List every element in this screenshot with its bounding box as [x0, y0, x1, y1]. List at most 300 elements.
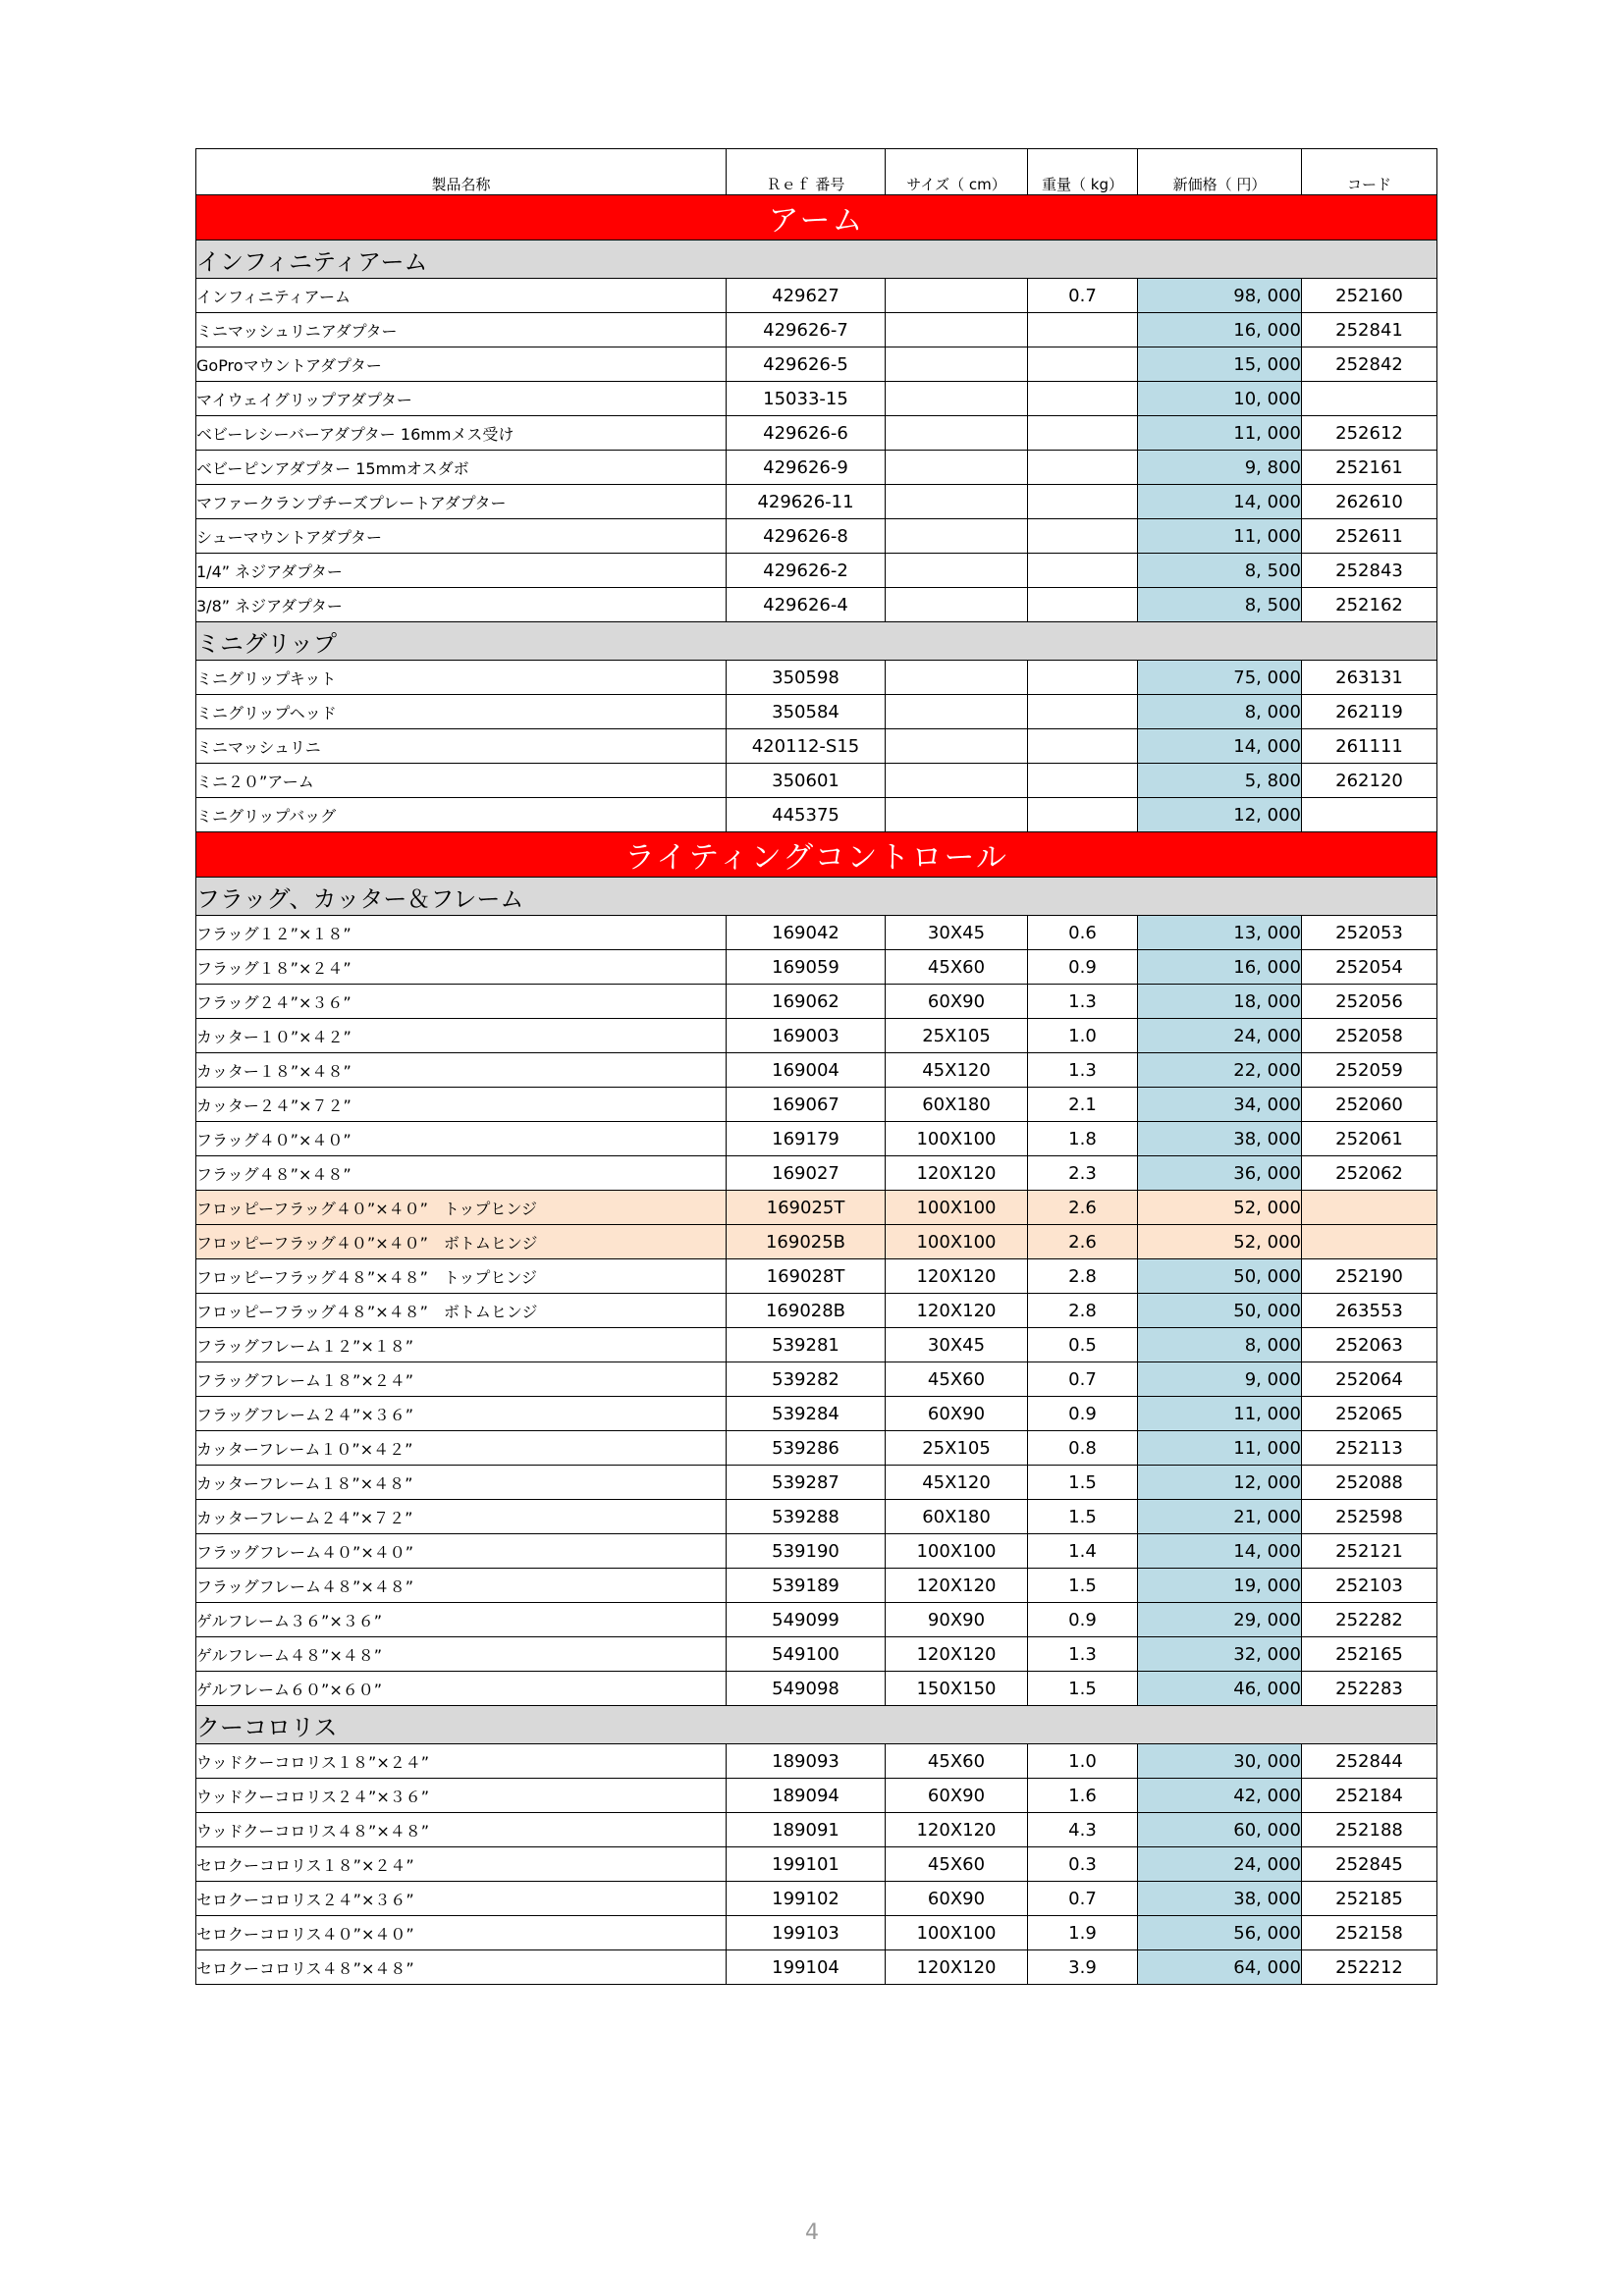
cell-ref: 539287 [727, 1466, 886, 1500]
cell-price: 56, 000 [1138, 1916, 1302, 1950]
cell-price: 24, 000 [1138, 1847, 1302, 1882]
cell-size: 45X120 [886, 1466, 1028, 1500]
cell-weight: 2.3 [1028, 1156, 1138, 1191]
table-row [196, 1294, 1437, 1328]
cell-code: 252062 [1302, 1156, 1437, 1191]
table-row [196, 695, 1437, 729]
cell-price: 10, 000 [1138, 382, 1302, 416]
cell-code: 252064 [1302, 1362, 1437, 1397]
cell-size: 25X105 [886, 1431, 1028, 1466]
table-row [196, 416, 1437, 451]
cell-size [886, 347, 1028, 382]
table-row [196, 1637, 1437, 1672]
cell-ref: 169025B [727, 1225, 886, 1259]
cell-ref: 429626-11 [727, 485, 886, 519]
cell-size: 120X120 [886, 1950, 1028, 1985]
cell-price: 64, 000 [1138, 1950, 1302, 1985]
table-row [196, 764, 1437, 798]
cell-weight [1028, 313, 1138, 347]
cell-size: 30X45 [886, 1328, 1028, 1362]
cell-code: 252088 [1302, 1466, 1437, 1500]
cell-weight [1028, 661, 1138, 695]
cell-name: ミニグリップヘッド [196, 695, 727, 729]
cell-code: 252061 [1302, 1122, 1437, 1156]
cell-name: GoProマウントアダプター [196, 347, 727, 382]
cell-price: 38, 000 [1138, 1882, 1302, 1916]
group-header [196, 622, 1437, 661]
cell-ref: 189094 [727, 1779, 886, 1813]
cell-size [886, 416, 1028, 451]
cell-size: 60X90 [886, 1397, 1028, 1431]
cell-price: 98, 000 [1138, 279, 1302, 313]
cell-ref: 429627 [727, 279, 886, 313]
cell-name: フラッグ１２”×１８” [196, 916, 727, 950]
cell-ref: 549098 [727, 1672, 886, 1706]
cell-weight: 0.7 [1028, 1362, 1138, 1397]
cell-ref: 169003 [727, 1019, 886, 1053]
cell-name: フラッグフレーム４８”×４８” [196, 1569, 727, 1603]
cell-name: ゲルフレーム３６”×３６” [196, 1603, 727, 1637]
cell-size [886, 451, 1028, 485]
cell-name: カッターフレーム２４”×７２” [196, 1500, 727, 1534]
cell-price: 11, 000 [1138, 416, 1302, 451]
cell-name: ベビーピンアダプター 15mmオスダボ [196, 451, 727, 485]
cell-ref: 539189 [727, 1569, 886, 1603]
cell-size [886, 661, 1028, 695]
cell-code: 252184 [1302, 1779, 1437, 1813]
table-row [196, 313, 1437, 347]
table-row [196, 916, 1437, 950]
cell-weight: 3.9 [1028, 1950, 1138, 1985]
cell-size [886, 279, 1028, 313]
cell-code: 252282 [1302, 1603, 1437, 1637]
table-row [196, 1328, 1437, 1362]
cell-weight: 1.3 [1028, 985, 1138, 1019]
cell-price: 30, 000 [1138, 1744, 1302, 1779]
cell-code: 252058 [1302, 1019, 1437, 1053]
cell-name: ウッドクーコロリス４８”×４８” [196, 1813, 727, 1847]
cell-price: 14, 000 [1138, 729, 1302, 764]
cell-size: 100X100 [886, 1122, 1028, 1156]
table-row [196, 519, 1437, 554]
cell-ref: 169028B [727, 1294, 886, 1328]
table-row [196, 1950, 1437, 1985]
cell-price: 12, 000 [1138, 798, 1302, 832]
cell-size: 150X150 [886, 1672, 1028, 1706]
cell-size [886, 695, 1028, 729]
cell-ref: 429626-9 [727, 451, 886, 485]
cell-weight: 0.9 [1028, 1397, 1138, 1431]
cell-code: 252053 [1302, 916, 1437, 950]
cell-price: 12, 000 [1138, 1466, 1302, 1500]
group-title: フラッグ、カッター＆フレーム [196, 878, 1437, 916]
cell-code [1302, 382, 1437, 416]
cell-code: 252841 [1302, 313, 1437, 347]
table-row [196, 485, 1437, 519]
cell-code: 252059 [1302, 1053, 1437, 1088]
cell-price: 24, 000 [1138, 1019, 1302, 1053]
cell-ref: 199101 [727, 1847, 886, 1882]
cell-code: 261111 [1302, 729, 1437, 764]
cell-size: 100X100 [886, 1534, 1028, 1569]
cell-price: 38, 000 [1138, 1122, 1302, 1156]
cell-price: 36, 000 [1138, 1156, 1302, 1191]
table-row [196, 798, 1437, 832]
cell-price: 9, 000 [1138, 1362, 1302, 1397]
cell-code: 252113 [1302, 1431, 1437, 1466]
cell-name: カッター２４”×７２” [196, 1088, 727, 1122]
cell-size: 45X60 [886, 1847, 1028, 1882]
cell-weight [1028, 764, 1138, 798]
cell-name: ベビーレシーバーアダプター 16mmメス受け [196, 416, 727, 451]
cell-name: フラッグフレーム２４”×３６” [196, 1397, 727, 1431]
cell-name: フロッピーフラッグ４０”×４０” ボトムヒンジ [196, 1225, 727, 1259]
cell-price: 14, 000 [1138, 1534, 1302, 1569]
cell-name: カッター１０”×４２” [196, 1019, 727, 1053]
cell-weight: 1.9 [1028, 1916, 1138, 1950]
cell-ref: 350598 [727, 661, 886, 695]
cell-size [886, 764, 1028, 798]
cell-weight: 2.8 [1028, 1259, 1138, 1294]
cell-name: ミニ２０”アーム [196, 764, 727, 798]
table-row [196, 1191, 1437, 1225]
cell-ref: 169028T [727, 1259, 886, 1294]
cell-code: 252161 [1302, 451, 1437, 485]
cell-name: フロッピーフラッグ４８”×４８” ボトムヒンジ [196, 1294, 727, 1328]
table-row [196, 1225, 1437, 1259]
cell-name: 3/8” ネジアダプター [196, 588, 727, 622]
cell-ref: 169025T [727, 1191, 886, 1225]
cell-ref: 169042 [727, 916, 886, 950]
cell-ref: 169179 [727, 1122, 886, 1156]
table-row [196, 279, 1437, 313]
cell-ref: 429626-8 [727, 519, 886, 554]
cell-code: 252612 [1302, 416, 1437, 451]
cell-code: 252160 [1302, 279, 1437, 313]
table-row [196, 1019, 1437, 1053]
cell-size [886, 382, 1028, 416]
cell-size [886, 519, 1028, 554]
cell-code: 252190 [1302, 1259, 1437, 1294]
cell-size: 45X60 [886, 1744, 1028, 1779]
table-row [196, 1431, 1437, 1466]
header-weight: 重量（ kg） [1028, 149, 1138, 195]
cell-code [1302, 1225, 1437, 1259]
cell-weight [1028, 554, 1138, 588]
cell-code: 252060 [1302, 1088, 1437, 1122]
table-row [196, 347, 1437, 382]
table-header-row [196, 149, 1437, 195]
cell-price: 11, 000 [1138, 519, 1302, 554]
cell-ref: 199104 [727, 1950, 886, 1985]
section-title: ライティングコントロール [196, 832, 1437, 878]
cell-ref: 549100 [727, 1637, 886, 1672]
cell-weight: 1.6 [1028, 1779, 1138, 1813]
cell-weight [1028, 588, 1138, 622]
cell-name: シューマウントアダプター [196, 519, 727, 554]
cell-price: 16, 000 [1138, 313, 1302, 347]
table-row [196, 1259, 1437, 1294]
cell-price: 52, 000 [1138, 1191, 1302, 1225]
cell-ref: 169059 [727, 950, 886, 985]
cell-weight: 2.1 [1028, 1088, 1138, 1122]
cell-ref: 539284 [727, 1397, 886, 1431]
cell-price: 5, 800 [1138, 764, 1302, 798]
cell-code: 252212 [1302, 1950, 1437, 1985]
cell-code [1302, 1191, 1437, 1225]
cell-weight [1028, 485, 1138, 519]
cell-size [886, 588, 1028, 622]
cell-weight: 0.8 [1028, 1431, 1138, 1466]
cell-weight: 2.6 [1028, 1225, 1138, 1259]
cell-size [886, 798, 1028, 832]
group-header [196, 878, 1437, 916]
cell-weight [1028, 695, 1138, 729]
cell-weight [1028, 519, 1138, 554]
cell-name: ゲルフレーム６０”×６０” [196, 1672, 727, 1706]
cell-code: 252844 [1302, 1744, 1437, 1779]
cell-size: 120X120 [886, 1569, 1028, 1603]
cell-weight: 0.6 [1028, 916, 1138, 950]
cell-ref: 539288 [727, 1500, 886, 1534]
cell-price: 15, 000 [1138, 347, 1302, 382]
cell-size: 120X120 [886, 1259, 1028, 1294]
cell-size: 120X120 [886, 1156, 1028, 1191]
cell-size: 120X120 [886, 1637, 1028, 1672]
table-row [196, 1053, 1437, 1088]
cell-code: 263553 [1302, 1294, 1437, 1328]
cell-ref: 350601 [727, 764, 886, 798]
cell-name: セロクーコロリス２４”×３６” [196, 1882, 727, 1916]
cell-code: 252054 [1302, 950, 1437, 985]
cell-code [1302, 798, 1437, 832]
cell-weight: 4.3 [1028, 1813, 1138, 1847]
cell-code: 252611 [1302, 519, 1437, 554]
cell-name: フラッグ４８”×４８” [196, 1156, 727, 1191]
cell-name: セロクーコロリス４０”×４０” [196, 1916, 727, 1950]
cell-ref: 15033-15 [727, 382, 886, 416]
cell-price: 19, 000 [1138, 1569, 1302, 1603]
table-row [196, 451, 1437, 485]
cell-ref: 429626-4 [727, 588, 886, 622]
table-row [196, 1362, 1437, 1397]
cell-name: フラッグフレーム４０”×４０” [196, 1534, 727, 1569]
cell-size [886, 313, 1028, 347]
cell-price: 75, 000 [1138, 661, 1302, 695]
group-header [196, 1706, 1437, 1744]
table-row [196, 382, 1437, 416]
cell-size: 100X100 [886, 1191, 1028, 1225]
table-row [196, 1672, 1437, 1706]
cell-ref: 445375 [727, 798, 886, 832]
cell-ref: 189091 [727, 1813, 886, 1847]
cell-ref: 169004 [727, 1053, 886, 1088]
cell-code: 252845 [1302, 1847, 1437, 1882]
table-row [196, 1744, 1437, 1779]
table-row [196, 1088, 1437, 1122]
cell-name: インフィニティアーム [196, 279, 727, 313]
cell-ref: 549099 [727, 1603, 886, 1637]
cell-name: セロクーコロリス４８”×４８” [196, 1950, 727, 1985]
cell-name: ミニグリップキット [196, 661, 727, 695]
cell-weight: 1.5 [1028, 1466, 1138, 1500]
table-row [196, 985, 1437, 1019]
cell-weight: 1.0 [1028, 1019, 1138, 1053]
cell-name: カッターフレーム１８”×４８” [196, 1466, 727, 1500]
cell-ref: 169067 [727, 1088, 886, 1122]
cell-weight: 0.5 [1028, 1328, 1138, 1362]
cell-size [886, 729, 1028, 764]
cell-price: 50, 000 [1138, 1294, 1302, 1328]
cell-name: フラッグフレーム１８”×２４” [196, 1362, 727, 1397]
cell-name: フラッグ２４”×３６” [196, 985, 727, 1019]
cell-price: 52, 000 [1138, 1225, 1302, 1259]
cell-code: 252065 [1302, 1397, 1437, 1431]
table-row [196, 588, 1437, 622]
table-row [196, 1500, 1437, 1534]
cell-weight: 1.5 [1028, 1569, 1138, 1603]
cell-code: 252843 [1302, 554, 1437, 588]
header-price: 新価格（ 円） [1138, 149, 1302, 195]
cell-size: 45X60 [886, 1362, 1028, 1397]
cell-ref: 429626-7 [727, 313, 886, 347]
cell-code: 262119 [1302, 695, 1437, 729]
header-size: サイズ（ cm） [886, 149, 1028, 195]
cell-size: 60X90 [886, 985, 1028, 1019]
cell-weight: 1.3 [1028, 1053, 1138, 1088]
cell-weight: 2.6 [1028, 1191, 1138, 1225]
table-row [196, 1569, 1437, 1603]
cell-name: ミニマッシュリニ [196, 729, 727, 764]
cell-price: 16, 000 [1138, 950, 1302, 985]
cell-ref: 169027 [727, 1156, 886, 1191]
cell-code: 252283 [1302, 1672, 1437, 1706]
cell-price: 18, 000 [1138, 985, 1302, 1019]
cell-size: 120X120 [886, 1813, 1028, 1847]
cell-price: 14, 000 [1138, 485, 1302, 519]
cell-code: 252056 [1302, 985, 1437, 1019]
cell-weight: 1.0 [1028, 1744, 1138, 1779]
table-row [196, 1466, 1437, 1500]
cell-weight: 1.3 [1028, 1637, 1138, 1672]
cell-ref: 429626-6 [727, 416, 886, 451]
cell-price: 60, 000 [1138, 1813, 1302, 1847]
cell-weight [1028, 798, 1138, 832]
cell-size [886, 554, 1028, 588]
section-header [196, 195, 1437, 240]
cell-name: マファークランプチーズプレートアダプター [196, 485, 727, 519]
page-number: 4 [805, 2220, 819, 2245]
cell-price: 8, 000 [1138, 1328, 1302, 1362]
cell-price: 50, 000 [1138, 1259, 1302, 1294]
cell-name: フラッグフレーム１２”×１８” [196, 1328, 727, 1362]
cell-weight: 1.4 [1028, 1534, 1138, 1569]
price-table [195, 148, 1437, 1985]
cell-ref: 539190 [727, 1534, 886, 1569]
cell-size: 45X120 [886, 1053, 1028, 1088]
cell-ref: 199103 [727, 1916, 886, 1950]
cell-size: 45X60 [886, 950, 1028, 985]
cell-ref: 539286 [727, 1431, 886, 1466]
cell-price: 46, 000 [1138, 1672, 1302, 1706]
section-title: アーム [196, 195, 1437, 240]
cell-weight: 0.7 [1028, 279, 1138, 313]
table-row [196, 1779, 1437, 1813]
header-code: コード [1302, 149, 1437, 195]
group-title: ミニグリップ [196, 622, 1437, 661]
cell-code: 252188 [1302, 1813, 1437, 1847]
cell-size: 90X90 [886, 1603, 1028, 1637]
cell-size: 60X180 [886, 1088, 1028, 1122]
cell-name: セロクーコロリス１８”×２４” [196, 1847, 727, 1882]
cell-weight: 2.8 [1028, 1294, 1138, 1328]
section-header [196, 832, 1437, 878]
table-row [196, 554, 1437, 588]
cell-name: ウッドクーコロリス１８”×２４” [196, 1744, 727, 1779]
cell-weight: 1.8 [1028, 1122, 1138, 1156]
cell-weight [1028, 416, 1138, 451]
group-title: インフィニティアーム [196, 240, 1437, 279]
table-row [196, 729, 1437, 764]
cell-ref: 169062 [727, 985, 886, 1019]
cell-name: フロッピーフラッグ４８”×４８” トップヒンジ [196, 1259, 727, 1294]
cell-weight: 1.5 [1028, 1672, 1138, 1706]
group-header [196, 240, 1437, 279]
cell-code: 252063 [1302, 1328, 1437, 1362]
cell-code: 252121 [1302, 1534, 1437, 1569]
cell-code: 252185 [1302, 1882, 1437, 1916]
cell-price: 9, 800 [1138, 451, 1302, 485]
cell-name: 1/4” ネジアダプター [196, 554, 727, 588]
cell-price: 8, 500 [1138, 588, 1302, 622]
cell-weight: 0.9 [1028, 1603, 1138, 1637]
table-row [196, 1882, 1437, 1916]
cell-ref: 189093 [727, 1744, 886, 1779]
cell-weight: 1.5 [1028, 1500, 1138, 1534]
cell-size: 60X180 [886, 1500, 1028, 1534]
cell-code: 252158 [1302, 1916, 1437, 1950]
table-body [196, 195, 1437, 1985]
cell-price: 42, 000 [1138, 1779, 1302, 1813]
cell-weight [1028, 451, 1138, 485]
cell-ref: 539282 [727, 1362, 886, 1397]
table-row [196, 1847, 1437, 1882]
table-row [196, 1122, 1437, 1156]
cell-name: マイウェイグリップアダプター [196, 382, 727, 416]
cell-name: カッターフレーム１０”×４２” [196, 1431, 727, 1466]
cell-ref: 429626-2 [727, 554, 886, 588]
cell-weight: 0.9 [1028, 950, 1138, 985]
cell-name: フロッピーフラッグ４０”×４０” トップヒンジ [196, 1191, 727, 1225]
cell-code: 252165 [1302, 1637, 1437, 1672]
table-row [196, 1156, 1437, 1191]
cell-price: 22, 000 [1138, 1053, 1302, 1088]
cell-code: 262610 [1302, 485, 1437, 519]
cell-weight: 0.7 [1028, 1882, 1138, 1916]
cell-name: ミニマッシュリニアダプター [196, 313, 727, 347]
table-row [196, 661, 1437, 695]
cell-code: 262120 [1302, 764, 1437, 798]
cell-price: 34, 000 [1138, 1088, 1302, 1122]
cell-weight [1028, 382, 1138, 416]
cell-price: 8, 000 [1138, 695, 1302, 729]
table-row [196, 1916, 1437, 1950]
cell-price: 8, 500 [1138, 554, 1302, 588]
cell-weight [1028, 729, 1138, 764]
header-ref: Ｒｅｆ 番号 [727, 149, 886, 195]
cell-name: ミニグリップバッグ [196, 798, 727, 832]
cell-price: 13, 000 [1138, 916, 1302, 950]
